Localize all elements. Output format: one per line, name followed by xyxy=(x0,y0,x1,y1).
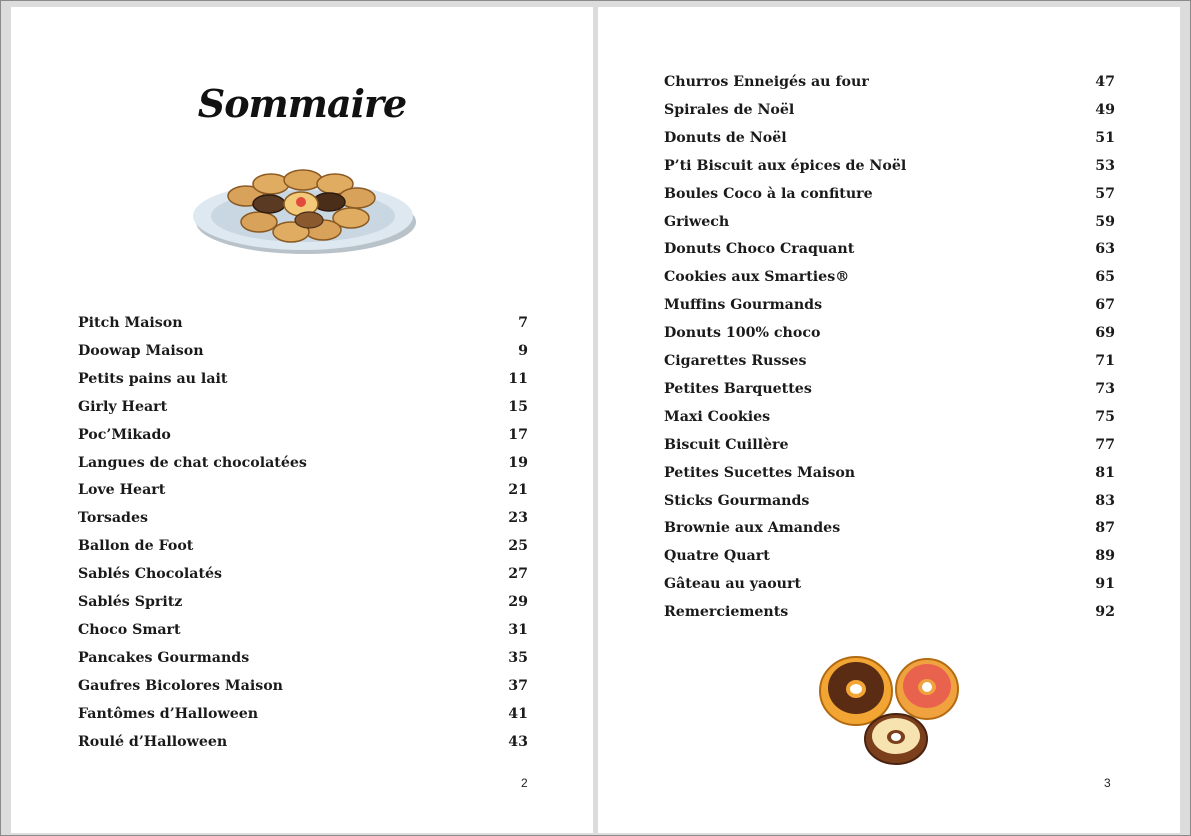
cookie-plate-icon xyxy=(191,162,421,262)
toc-entry-label: Petites Barquettes xyxy=(664,380,812,397)
donuts-icon xyxy=(816,651,966,766)
toc-entry xyxy=(78,340,528,362)
toc-entry-page: 87 xyxy=(1095,520,1115,537)
toc-entry-label: Boules Coco à la confiture xyxy=(664,185,873,202)
toc-entry xyxy=(664,322,1115,344)
toc-entry xyxy=(664,71,1115,93)
toc-entry xyxy=(78,675,528,697)
toc-entry-label: Brownie aux Amandes xyxy=(664,520,841,537)
toc-entry xyxy=(664,490,1115,512)
toc-entry-page: 41 xyxy=(508,705,528,722)
toc-entry xyxy=(78,591,528,613)
toc-entry-page: 67 xyxy=(1095,297,1115,314)
toc-entry-page: 17 xyxy=(508,426,528,443)
toc-entry-label: Choco Smart xyxy=(78,621,181,638)
toc-entry xyxy=(664,406,1115,428)
toc-entry xyxy=(664,155,1115,177)
toc-entry-label: Torsades xyxy=(78,510,148,527)
toc-entry xyxy=(664,127,1115,149)
toc-entry-label: Fantômes d’Halloween xyxy=(78,705,259,722)
toc-entry xyxy=(78,507,528,529)
page-number: 3 xyxy=(1104,776,1111,790)
toc-entry-label: Spirales de Noël xyxy=(664,101,795,118)
toc-entry-page: 27 xyxy=(508,566,528,583)
toc-entry-label: Remerciements xyxy=(664,604,789,621)
toc-entry-page: 7 xyxy=(518,315,528,331)
toc-entry xyxy=(78,535,528,557)
toc-entry-page: 25 xyxy=(508,538,528,555)
toc-entry-page: 35 xyxy=(508,649,528,666)
toc-entry-page: 91 xyxy=(1095,576,1115,593)
toc-entry xyxy=(78,368,528,390)
toc-entry xyxy=(664,183,1115,205)
toc-entry-page: 51 xyxy=(1095,129,1115,146)
toc-entry-label: Pancakes Gourmands xyxy=(78,649,250,666)
toc-entry-page: 47 xyxy=(1095,74,1115,90)
toc-entry xyxy=(664,238,1115,260)
toc-entry-label: Girly Heart xyxy=(78,398,168,415)
toc-entry xyxy=(664,99,1115,121)
toc-entry-page: 83 xyxy=(1095,492,1115,509)
toc-entry-label: Churros Enneigés au four xyxy=(664,74,869,90)
toc-entry-page: 23 xyxy=(508,510,528,527)
toc-entry-page: 73 xyxy=(1095,380,1115,397)
toc-entry xyxy=(78,452,528,474)
toc-entry-label: Quatre Quart xyxy=(664,548,770,565)
toc-entry xyxy=(664,462,1115,484)
toc-entry-label: Biscuit Cuillère xyxy=(664,436,789,453)
toc-entry-page: 92 xyxy=(1095,604,1115,621)
toc-entry-page: 63 xyxy=(1095,241,1115,258)
toc-entry-label: Pitch Maison xyxy=(78,315,183,331)
right-page xyxy=(598,7,1180,833)
toc-entry-page: 15 xyxy=(508,398,528,415)
toc-entry xyxy=(664,211,1115,233)
toc-entry xyxy=(664,601,1115,623)
toc-entry-page: 81 xyxy=(1095,464,1115,481)
toc-entry-page: 21 xyxy=(508,482,528,499)
toc-entry-page: 71 xyxy=(1095,353,1115,369)
toc-entry-page: 65 xyxy=(1095,269,1115,286)
toc-entry-label: Petites Sucettes Maison xyxy=(664,464,856,481)
toc-entry-page: 37 xyxy=(508,677,528,694)
toc-entry-page: 11 xyxy=(508,370,528,387)
toc-entry-label: Sablés Chocolatés xyxy=(78,566,223,583)
toc-entry-label: Muffins Gourmands xyxy=(664,297,823,314)
toc-entry-page: 89 xyxy=(1095,548,1115,565)
toc-entry xyxy=(78,312,528,334)
toc-entry xyxy=(664,350,1115,372)
toc-entry xyxy=(78,396,528,418)
page-number: 2 xyxy=(521,776,528,790)
toc-entry xyxy=(78,563,528,585)
toc-entry xyxy=(664,434,1115,456)
toc-entry-label: Donuts 100% choco xyxy=(664,325,821,342)
toc-entry xyxy=(664,545,1115,567)
toc-entry-page: 43 xyxy=(508,733,528,750)
toc-entry xyxy=(78,731,528,753)
toc-entry-page: 49 xyxy=(1095,101,1115,118)
toc-entry-page: 75 xyxy=(1095,408,1115,425)
toc-entry xyxy=(78,647,528,669)
toc-entry-page: 69 xyxy=(1095,325,1115,342)
toc-entry-label: Ballon de Foot xyxy=(78,538,194,555)
toc-entry xyxy=(664,294,1115,316)
toc-entry-page: 29 xyxy=(508,594,528,610)
toc-entry xyxy=(664,378,1115,400)
toc-entry-label: Roulé d’Halloween xyxy=(78,733,228,750)
toc-entry-label: Langues de chat chocolatées xyxy=(78,454,307,471)
toc-entry-label: Maxi Cookies xyxy=(664,408,771,425)
left-page xyxy=(11,7,593,833)
toc-entry-page: 9 xyxy=(518,342,528,359)
toc-entry-label: Doowap Maison xyxy=(78,342,204,359)
toc-entry xyxy=(664,517,1115,539)
toc-entry-page: 53 xyxy=(1095,157,1115,174)
toc-entry-label: Cigarettes Russes xyxy=(664,353,807,369)
toc-entry-page: 31 xyxy=(508,621,528,638)
toc-entry-label: Sablés Spritz xyxy=(78,594,183,610)
toc-entry-page: 57 xyxy=(1095,185,1115,202)
toc-entry-label: Poc’Mikado xyxy=(78,426,171,443)
toc-entry-label: Donuts Choco Craquant xyxy=(664,241,855,258)
toc-entry xyxy=(664,573,1115,595)
toc-entry-label: Cookies aux Smarties® xyxy=(664,269,850,286)
toc-entry xyxy=(78,703,528,725)
toc-entry-label: Gâteau au yaourt xyxy=(664,576,802,593)
toc-entry-page: 19 xyxy=(508,454,528,471)
toc-entry xyxy=(78,619,528,641)
toc-entry-page: 77 xyxy=(1095,436,1115,453)
toc-entry xyxy=(78,479,528,501)
toc-entry xyxy=(78,424,528,446)
toc-entry-page: 59 xyxy=(1095,213,1115,230)
toc-entry-label: Love Heart xyxy=(78,482,166,499)
toc-entry-label: P’ti Biscuit aux épices de Noël xyxy=(664,157,907,174)
toc-entry-label: Griwech xyxy=(664,213,730,230)
toc-entry xyxy=(664,266,1115,288)
page-title: Sommaire xyxy=(197,81,407,126)
toc-entry-label: Petits pains au lait xyxy=(78,370,228,387)
toc-entry-label: Sticks Gourmands xyxy=(664,492,810,509)
toc-entry-label: Gaufres Bicolores Maison xyxy=(78,677,283,694)
toc-entry-label: Donuts de Noël xyxy=(664,129,787,146)
